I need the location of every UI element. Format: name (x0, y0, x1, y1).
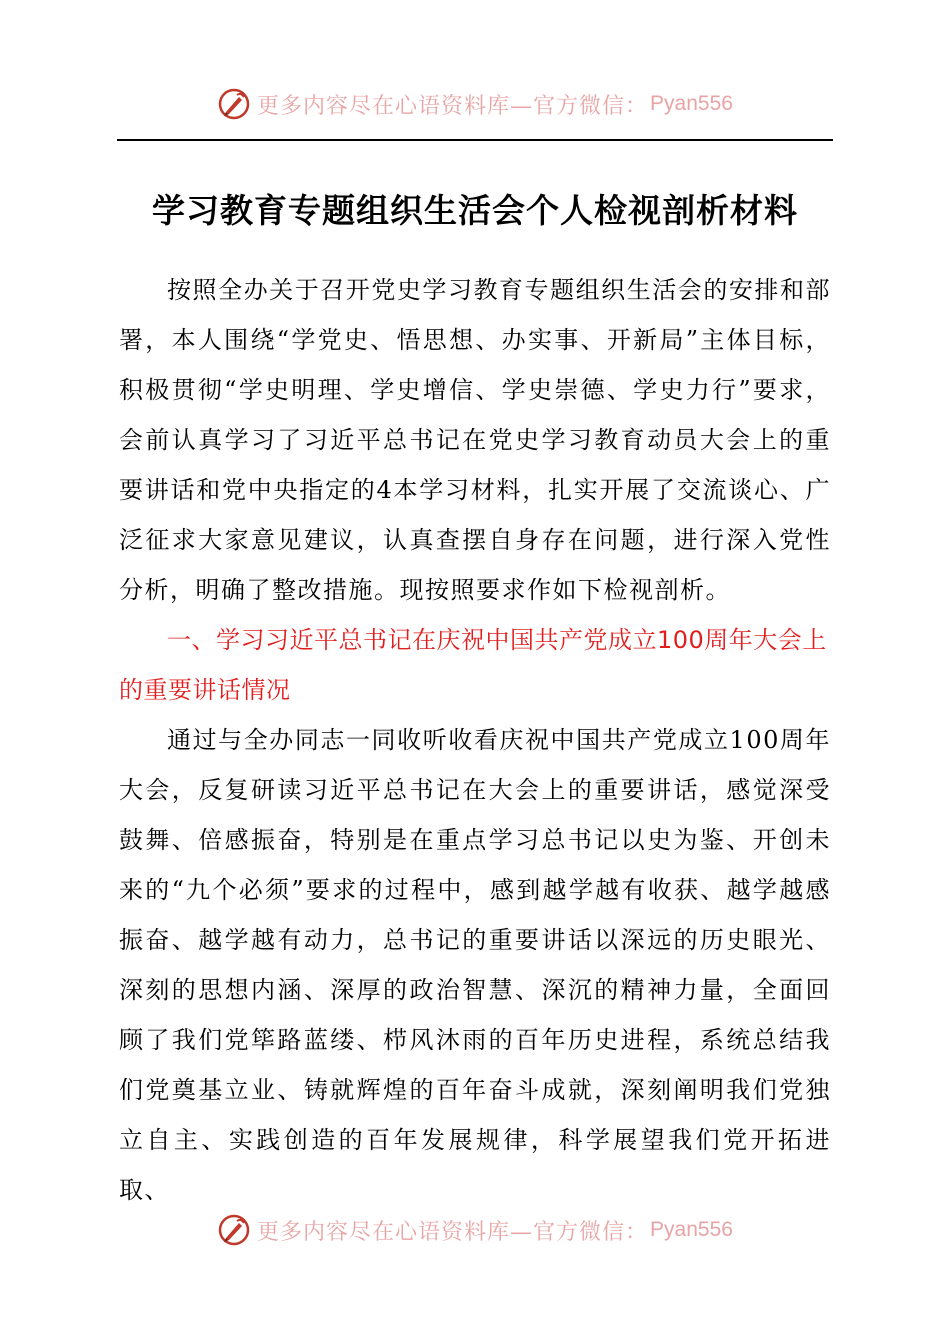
watermark-id: Pyan556 (650, 92, 733, 115)
footer-watermark (0, 1210, 950, 1250)
watermark-text: 更多内容尽在心语资料库—官方微信： (257, 93, 649, 119)
watermark-id: Pyan556 (650, 1218, 733, 1241)
section-heading: 一、学习习近平总书记在庆祝中国共产党成立100周年大会上的重要讲话情况 (119, 626, 827, 704)
section-paragraph: 通过与全办同志一同收听收看庆祝中国共产党成立100周年大会，反复研读习近平总书记在大会上的重要讲话，感觉深受鼓舞、倍感振奋，特别是在重点学习总书记以史为鉴、开创未来的“九个必须”要求的过程中，感到越学越有收获、越学越感振奋、越学越有动力，总书记的重要讲话以深远的历史眼光、深刻的思想内涵、深厚的政治智慧、深沉的精神力量，全面回顾了我们党筚路蓝缕、栉风沐雨的百年历史进程，系统总结我们党奠基立业、铸就辉煌的百年奋斗成就，深刻阐明我们党独立自主、实践创造的百年发展规律，科学展望我们党开拓进取、 (119, 726, 831, 1204)
header-divider (117, 139, 833, 141)
pen-logo-icon (217, 1213, 251, 1247)
intro-paragraph: 按照全办关于召开党史学习教育专题组织生活会的安排和部署，本人围绕“学党史、悟思想、办实事、开新局”主体目标，积极贯彻“学史明理、学史增信、学史崇德、学史力行”要求，会前认真学习了习近平总书记在党史学习教育动员大会上的重要讲话和党中央指定的4本学习材料，扎实开展了交流谈心、广泛征求大家意见建议，认真查摆自身存在问题，进行深入党性分析，明确了整改措施。现按照要求作如下检视剖析。 (119, 276, 831, 604)
header-watermark (0, 84, 950, 124)
watermark-text: 更多内容尽在心语资料库—官方微信： (257, 1219, 649, 1245)
document-body (119, 265, 831, 1215)
document-title: 学习教育专题组织生活会个人检视剖析材料 (152, 191, 798, 230)
pen-logo-icon (217, 87, 251, 121)
